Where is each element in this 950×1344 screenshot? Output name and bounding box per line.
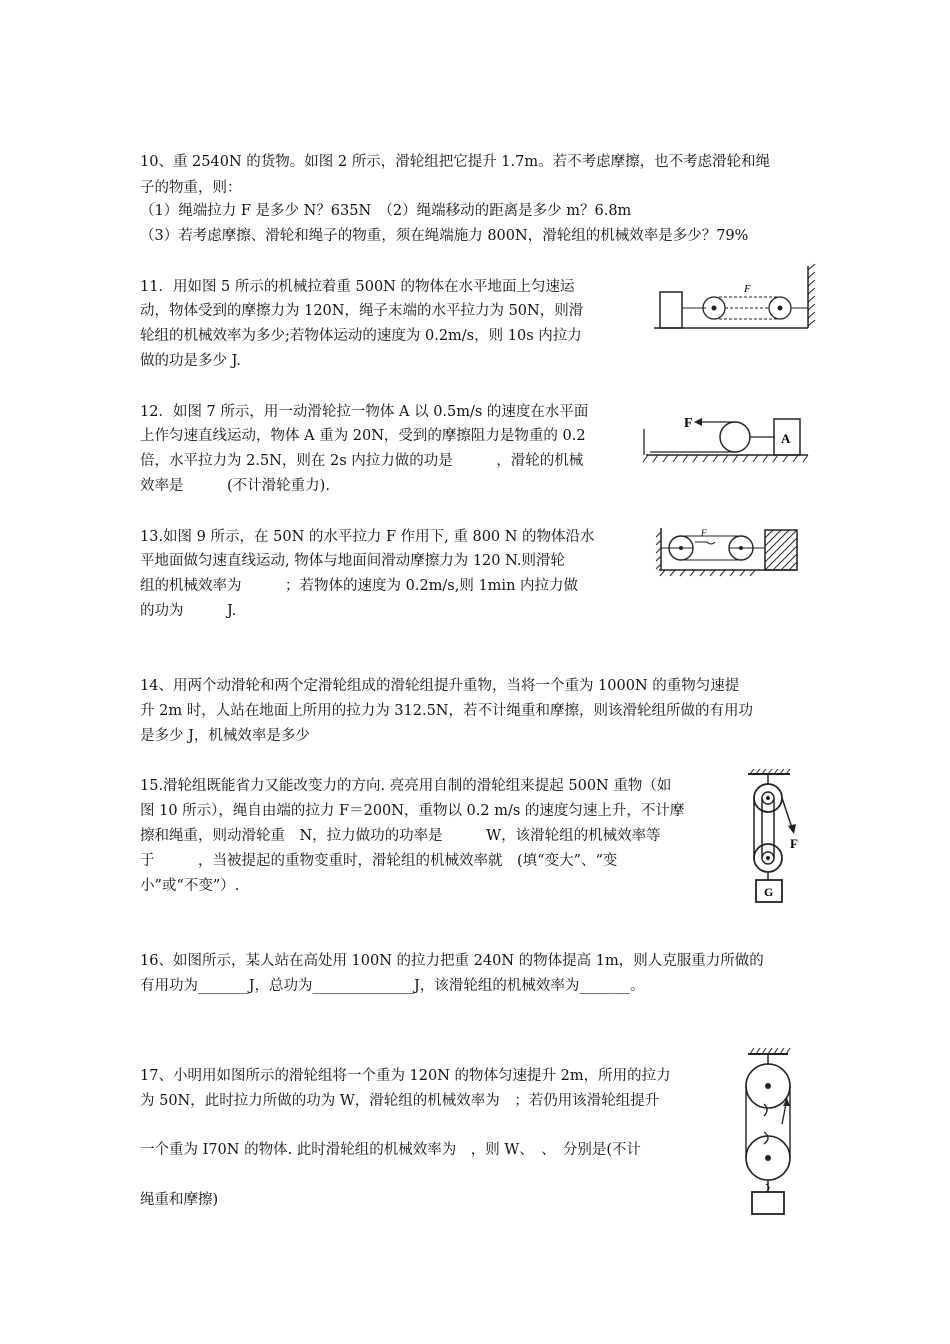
q15-line-5: 小”或“不变”）.: [140, 878, 240, 894]
fig10-label-f: F: [790, 836, 798, 851]
q10-line-3: （1）绳端拉力 F 是多少 N？635N （2）绳端移动的距离是多少 m？6.8m: [140, 203, 632, 219]
q11-line-2: 动，物体受到的摩擦力为 120N，绳子末端的水平拉力为 50N，则滑: [140, 303, 584, 319]
q10-line-1: 10、重 2540N 的货物。如图 2 所示，滑轮组把它提升 1.7m。若不考虑摩擦，也不考虑滑轮和绳: [140, 154, 771, 170]
q16-line-1: 16、如图所示，某人站在高处用 100N 的拉力把重 240N 的物体提高 1m，则人克服重力所做的: [140, 953, 764, 969]
q10-line-2: 子的物重，则：: [140, 180, 242, 196]
q16-line-2: 有用功为_______J，总功为______________J，该滑轮组的机械效率为_______。: [140, 978, 645, 994]
q17-line-2: 为 50N，此时拉力所做的功为 W，滑轮组的机械效率为 ；若仍用该滑轮组提升: [140, 1093, 660, 1109]
figure-9-pulley: [655, 520, 805, 580]
figure-17-pulley: [742, 1046, 802, 1218]
q13-line-4: 的功为 J.: [140, 603, 237, 619]
q14-line-1: 14、用两个动滑轮和两个定滑轮组成的滑轮组提升重物，当将一个重为 1000N 的重物匀速提: [140, 678, 740, 694]
q15-line-3: 擦和绳重，则动滑轮重 N，拉力做功的功率是 W，该滑轮组的机械效率等: [140, 828, 661, 844]
q11-line-4: 做的功是多少 J.: [140, 353, 241, 369]
q12-line-3: 倍，水平拉力为 2.5N，则在 2s 内拉力做的功是 ，滑轮的机械: [140, 453, 584, 469]
fig7-label-f: F: [684, 416, 693, 431]
q15-line-1: 15.滑轮组既能省力又能改变力的方向. 亮亮用自制的滑轮组来提起 500N 重物（如: [140, 778, 672, 794]
q15-line-2: 图 10 所示），绳自由端的拉力 F＝200N，重物以 0.2 m/s 的速度匀速上升，不计摩: [140, 803, 685, 819]
fig5-label-f: F: [744, 283, 751, 295]
q12-line-4: 效率是 (不计滑轮重力).: [140, 478, 330, 494]
q14-line-3: 是多少 J，机械效率是多少: [140, 728, 310, 744]
q17-line-1: 17、小明用如图所示的滑轮组将一个重为 120N 的物体匀速提升 2m，所用的拉力: [140, 1068, 671, 1084]
q13-line-2: 平地面做匀速直线运动, 物体与地面间滑动摩擦力为 120 N.则滑轮: [140, 553, 565, 569]
q12-line-1: 12．如图 7 所示，用一动滑轮拉一物体 A 以 0.5m/s 的速度在水平面: [140, 404, 589, 420]
q17-line-3: 一个重为 I70N 的物体. 此时滑轮组的机械效率为 ，则 W、 、 分别是(不计: [140, 1142, 641, 1158]
fig7-label-a: A: [781, 431, 791, 446]
q17-line-4: 绳重和摩擦): [140, 1192, 219, 1208]
q10-line-4: （3）若考虑摩擦、滑轮和绳子的物重，须在绳端施力 800N，滑轮组的机械效率是多少？79%: [140, 228, 749, 244]
figure-7-pulley: [640, 405, 815, 470]
q13-line-3: 组的机械效率为 ；若物体的速度为 0.2m/s,则 1min 内拉力做: [140, 578, 579, 594]
fig9-label-f: F: [701, 528, 707, 538]
q11-line-3: 轮组的机械效率为多少;若物体运动的速度为 0.2m/s，则 10s 内拉力: [140, 328, 582, 344]
fig10-label-g: G: [764, 885, 774, 899]
q13-line-1: 13.如图 9 所示，在 50N 的水平拉力 F 作用下, 重 800 N 的物体沿水: [140, 529, 595, 545]
q12-line-2: 上作匀速直线运动，物体 A 重为 20N，受到的摩擦阻力是物重的 0.2: [140, 428, 586, 444]
figure-5-pulley: [648, 262, 823, 342]
q14-line-2: 升 2m 时，人站在地面上所用的拉力为 312.5N，若不计绳重和摩擦，则该滑轮组所做的有用功: [140, 703, 753, 719]
figure-10-pulley: [740, 768, 810, 908]
q15-line-4: 于 ，当被提起的重物变重时，滑轮组的机械效率就 (填“变大”、“变: [140, 853, 618, 869]
q11-line-1: 11．用如图 5 所示的机械拉着重 500N 的物体在水平地面上匀速运: [140, 279, 575, 295]
